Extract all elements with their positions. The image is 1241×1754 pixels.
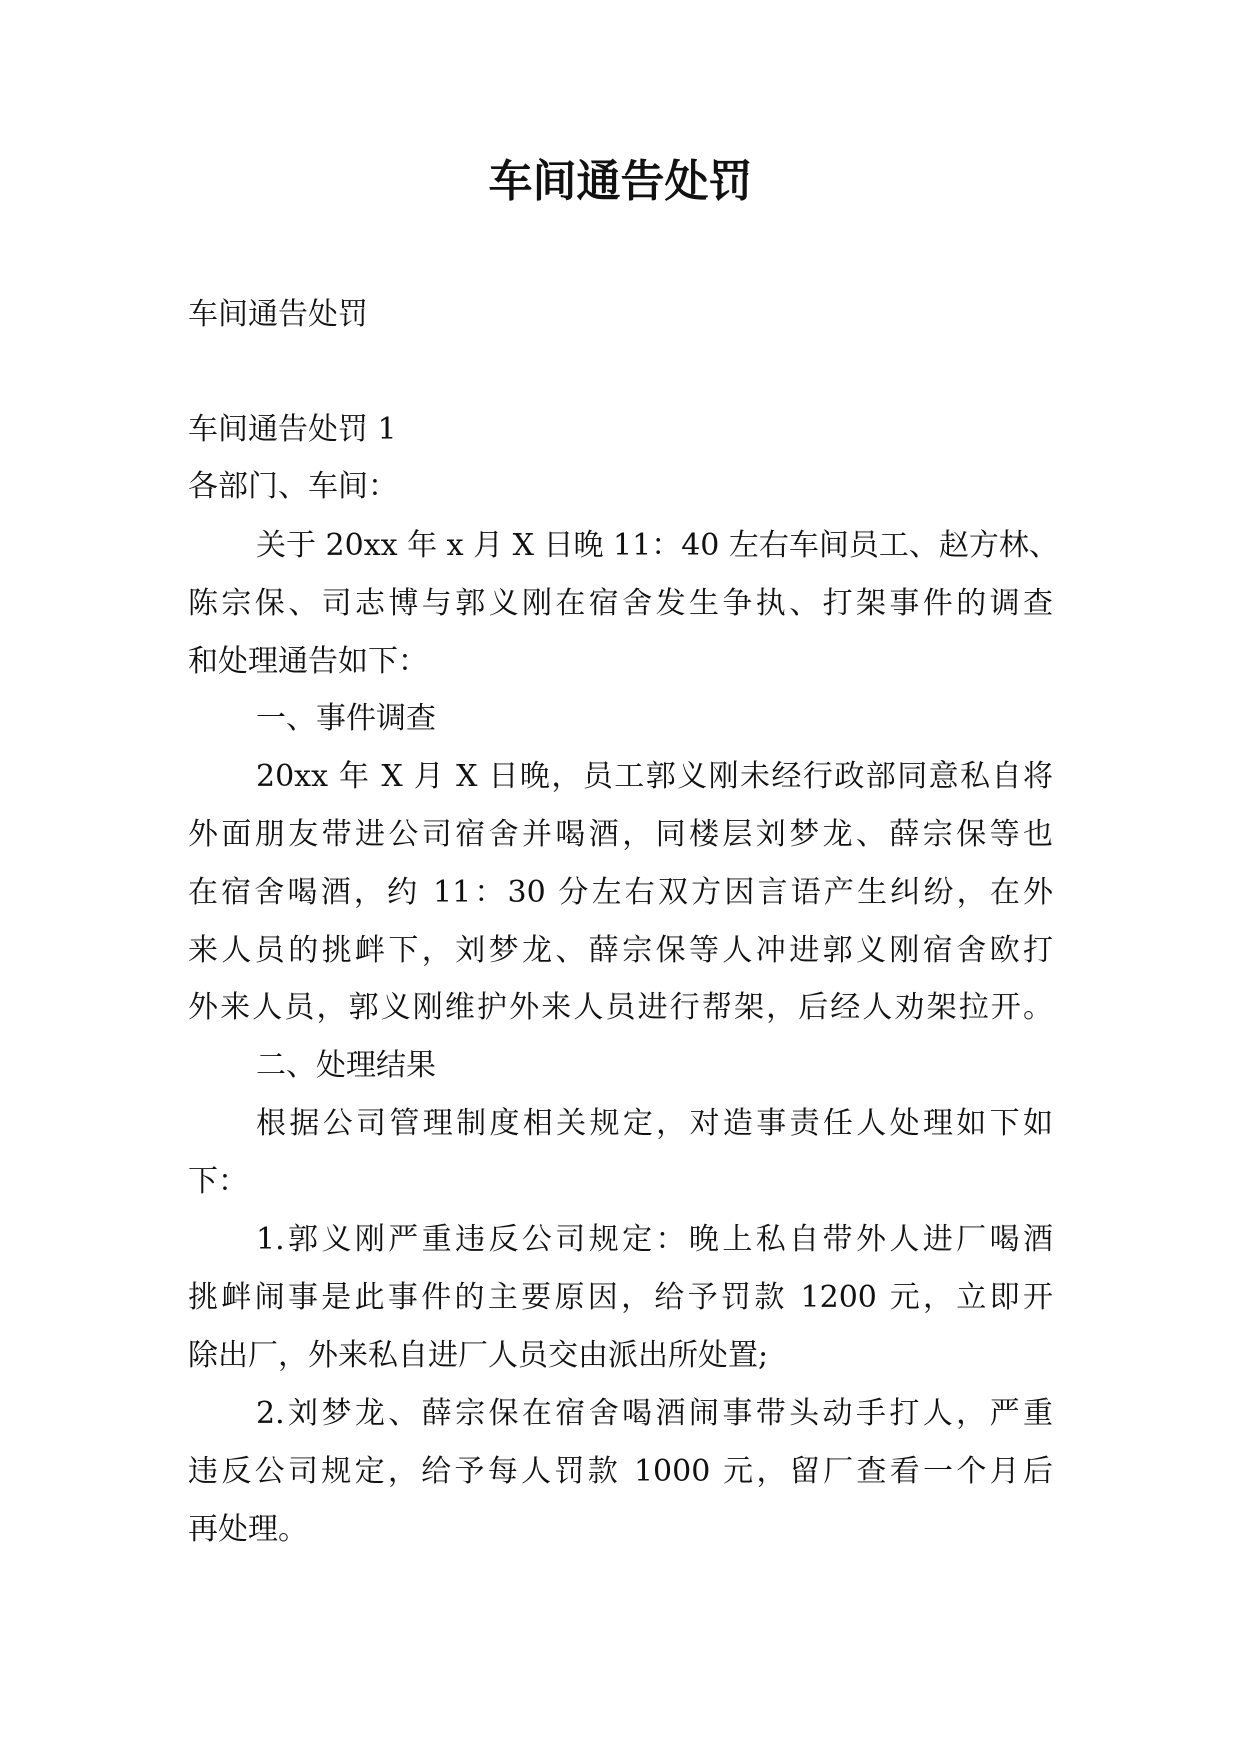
paragraph-line: 根据公司管理制度相关规定，对造事责任人处理如下如 [256,1106,1053,1141]
document-subtitle: 车间通告处罚 [188,297,368,332]
paragraph-line: 违反公司规定，给予每人罚款 1000 元，留厂查看一个月后 [188,1454,1053,1489]
paragraph-line: 20xx 年 X 月 X 日晚，员工郭义刚未经行政部同意私自将 [256,759,1053,794]
paragraph-line: 来人员的挑衅下，刘梦龙、薛宗保等人冲进郭义刚宿舍欧打 [188,933,1053,968]
paragraph-line: 陈宗保、司志博与郭义刚在宿舍发生争执、打架事件的调查 [188,586,1053,621]
section-heading-investigation: 一、事件调查 [256,701,436,736]
paragraph-line: 关于 20xx 年 x 月 X 日晚 11：40 左右车间员工、赵方林、 [256,528,1059,563]
paragraph-line: 外来人员，郭义刚维护外来人员进行帮架，后经人劝架拉开。 [188,990,1053,1025]
document-title: 车间通告处罚 [488,156,753,207]
paragraph-line: 再处理。 [188,1512,308,1547]
section-title: 车间通告处罚 1 [188,412,397,447]
section-heading-result: 二、处理结果 [256,1048,436,1083]
paragraph-line: 和处理通告如下： [188,644,428,679]
paragraph-line: 挑衅闹事是此事件的主要原因，给予罚款 1200 元，立即开 [188,1280,1053,1315]
paragraph-line: 除出厂，外来私自进厂人员交由派出所处置; [188,1338,769,1373]
paragraph-line: 外面朋友带进公司宿舍并喝酒，同楼层刘梦龙、薛宗保等也 [188,817,1053,852]
paragraph-line: 下： [188,1164,248,1199]
paragraph-line: 2.刘梦龙、薛宗保在宿舍喝酒闹事带头动手打人，严重 [256,1396,1053,1431]
addressee-line: 各部门、车间： [188,469,398,504]
paragraph-line: 1.郭义刚严重违反公司规定：晚上私自带外人进厂喝酒 [256,1222,1053,1257]
paragraph-line: 在宿舍喝酒，约 11：30 分左右双方因言语产生纠纷，在外 [188,875,1053,910]
